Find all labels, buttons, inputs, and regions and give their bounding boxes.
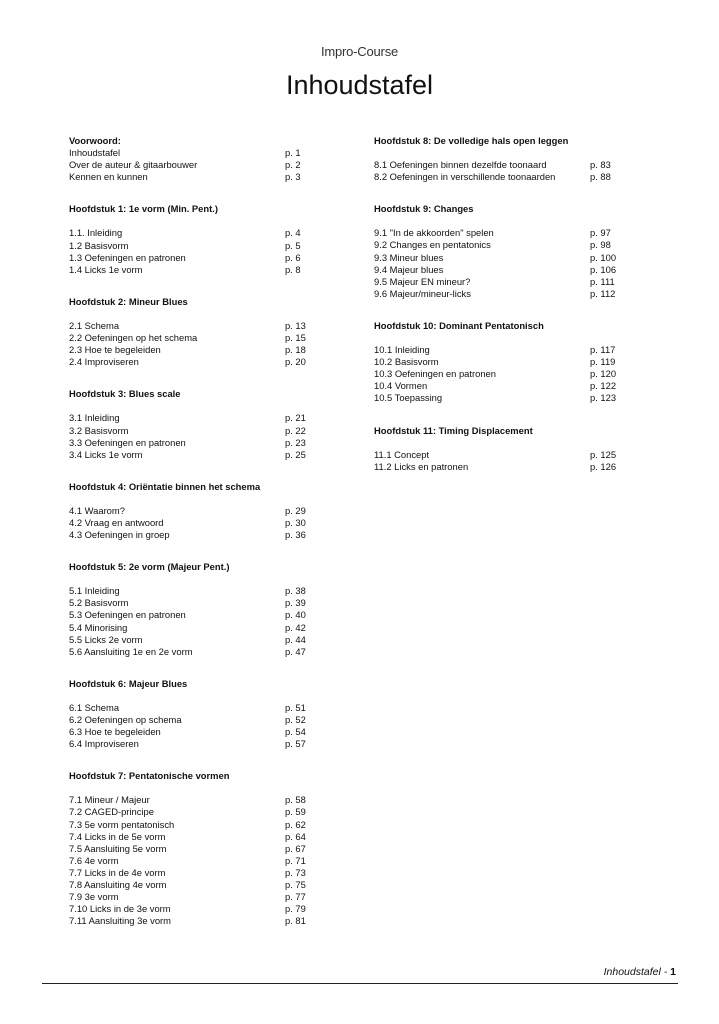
toc-entry bbox=[69, 843, 319, 855]
entry-title: 9.5 Majeur EN mineur? bbox=[374, 275, 471, 287]
entry-title: 7.7 Licks in de 4e vorm bbox=[69, 866, 166, 878]
entry-title: 1.1. Inleiding bbox=[69, 227, 123, 239]
toc-entry bbox=[374, 392, 624, 404]
toc-entry bbox=[69, 867, 319, 879]
entry-page: p. 81 bbox=[285, 915, 306, 927]
toc-entry bbox=[69, 252, 319, 264]
chapter-heading: Hoofdstuk 8: De volledige hals open leggen bbox=[374, 135, 569, 146]
toc-entry bbox=[69, 879, 319, 891]
toc-entry bbox=[69, 702, 319, 714]
entry-page: p. 64 bbox=[285, 830, 306, 842]
entry-title: 6.1 Schema bbox=[69, 701, 120, 713]
entry-page: p. 4 bbox=[285, 227, 301, 239]
entry-title: 9.3 Mineur blues bbox=[374, 251, 444, 263]
chapter-heading: Hoofdstuk 9: Changes bbox=[374, 203, 474, 215]
entry-page: p. 47 bbox=[285, 645, 306, 657]
entry-page: p. 40 bbox=[285, 609, 306, 621]
toc-entry bbox=[69, 819, 319, 831]
chapter-heading: Hoofdstuk 5: 2e vorm (Majeur Pent.) bbox=[69, 561, 230, 573]
toc-entry bbox=[69, 738, 319, 750]
entry-title: 3.3 Oefeningen en patronen bbox=[69, 436, 186, 448]
entry-title: 8.1 Oefeningen binnen dezelfde toonaard bbox=[374, 159, 547, 171]
toc-entry bbox=[374, 159, 624, 171]
entry-title: 10.4 Vormen bbox=[374, 380, 428, 392]
entry-title: 7.3 5e vorm pentatonisch bbox=[69, 818, 175, 830]
entry-page: p. 58 bbox=[285, 794, 306, 806]
toc-entry bbox=[69, 264, 319, 276]
toc-chapter bbox=[69, 481, 319, 541]
toc-entry bbox=[374, 276, 624, 288]
entry-page: p. 29 bbox=[285, 504, 306, 516]
toc-entry bbox=[69, 794, 319, 806]
entry-page: p. 59 bbox=[285, 806, 306, 818]
entry-page: p. 120 bbox=[590, 368, 617, 380]
entry-page: p. 54 bbox=[285, 726, 306, 738]
toc-entry bbox=[69, 227, 319, 239]
entry-title: 7.4 Licks in de 5e vorm bbox=[69, 830, 166, 842]
toc-entry bbox=[69, 356, 319, 368]
entry-page: p. 79 bbox=[285, 903, 306, 915]
entry-title: 7.8 Aansluiting 4e vorm bbox=[69, 879, 167, 891]
entry-page: p. 13 bbox=[285, 319, 306, 331]
entry-page: p. 3 bbox=[285, 171, 301, 183]
toc-entry bbox=[69, 240, 319, 252]
chapter-heading: Hoofdstuk 7: Pentatonische vormen bbox=[69, 770, 230, 782]
chapter-heading: Voorwoord: bbox=[69, 135, 121, 146]
entry-title: 2.2 Oefeningen op het schema bbox=[69, 332, 198, 344]
entry-page: p. 73 bbox=[285, 866, 306, 878]
toc-entry bbox=[69, 437, 319, 449]
toc-chapter bbox=[69, 388, 319, 460]
toc-chapter bbox=[69, 678, 319, 750]
toc-right-column bbox=[374, 135, 624, 493]
toc-entry bbox=[69, 891, 319, 903]
entry-page: p. 52 bbox=[285, 714, 306, 725]
entry-page: p. 8 bbox=[285, 263, 301, 275]
entry-page: p. 51 bbox=[285, 701, 306, 713]
toc-left-column bbox=[69, 135, 319, 947]
entry-title: 8.2 Oefeningen in verschillende toonaarden bbox=[374, 171, 556, 183]
entry-title: 7.1 Mineur / Majeur bbox=[69, 794, 150, 806]
entry-title: 5.2 Basisvorm bbox=[69, 597, 129, 609]
toc-entry bbox=[374, 449, 624, 461]
entry-title: 6.4 Improviseren bbox=[69, 738, 139, 750]
entry-page: p. 38 bbox=[285, 585, 306, 597]
toc-entry bbox=[69, 806, 319, 818]
page-footer bbox=[604, 966, 676, 978]
toc-entry bbox=[69, 622, 319, 634]
toc-entry bbox=[374, 344, 624, 356]
entry-title: 7.9 3e vorm bbox=[69, 891, 119, 903]
entry-title: 5.1 Inleiding bbox=[69, 585, 120, 597]
entry-title: 5.6 Aansluiting 1e en 2e vorm bbox=[69, 645, 193, 657]
entry-page: p. 2 bbox=[285, 159, 301, 171]
entry-page: p. 111 bbox=[590, 275, 615, 287]
entry-title: 7.5 Aansluiting 5e vorm bbox=[69, 842, 167, 854]
entry-title: 3.4 Licks 1e vorm bbox=[69, 448, 143, 460]
toc-chapter bbox=[374, 135, 624, 183]
toc-entry bbox=[69, 449, 319, 461]
entry-page: p. 100 bbox=[590, 251, 617, 263]
entry-page: p. 20 bbox=[285, 356, 306, 368]
toc-entry bbox=[69, 646, 319, 658]
toc-entry bbox=[69, 585, 319, 597]
toc-chapter bbox=[374, 320, 624, 405]
toc-entry bbox=[69, 332, 319, 344]
entry-page: p. 112 bbox=[590, 287, 616, 299]
entry-title: 5.3 Oefeningen en patronen bbox=[69, 609, 186, 621]
toc-entry bbox=[374, 368, 624, 380]
entry-title: 4.1 Waarom? bbox=[69, 504, 125, 516]
entry-title: 6.3 Hoe te begeleiden bbox=[69, 726, 161, 738]
chapter-heading: Hoofdstuk 11: Timing Displacement bbox=[374, 424, 533, 436]
entry-title: 9.1 "In de akkoorden" spelen bbox=[374, 227, 494, 239]
toc-chapter bbox=[374, 203, 624, 300]
toc-entry bbox=[69, 412, 319, 424]
toc-entry bbox=[69, 855, 319, 867]
entry-page: p. 23 bbox=[285, 436, 306, 448]
toc-entry bbox=[374, 252, 624, 264]
entry-title: 9.4 Majeur blues bbox=[374, 263, 444, 275]
entry-title: Kennen en kunnen bbox=[69, 171, 148, 183]
toc-entry bbox=[374, 288, 624, 300]
footer-label: Inhoudstafel bbox=[603, 966, 661, 978]
entry-title: 10.5 Toepassing bbox=[374, 392, 443, 404]
entry-page: p. 18 bbox=[285, 344, 306, 356]
entry-title: Inhoudstafel bbox=[69, 147, 121, 159]
entry-page: p. 22 bbox=[285, 424, 306, 436]
entry-title: 11.1 Concept bbox=[374, 448, 430, 460]
entry-title: 5.4 Minorising bbox=[69, 621, 128, 633]
toc-entry bbox=[69, 425, 319, 437]
entry-page: p. 106 bbox=[590, 263, 617, 275]
toc-entry bbox=[374, 239, 624, 251]
entry-title: 7.6 4e vorm bbox=[69, 854, 119, 866]
entry-page: p. 21 bbox=[285, 412, 306, 424]
entry-page: p. 57 bbox=[285, 738, 306, 750]
chapter-heading: Hoofdstuk 2: Mineur Blues bbox=[69, 295, 188, 307]
toc-entry bbox=[69, 831, 319, 843]
entry-page: p. 15 bbox=[285, 332, 306, 344]
entry-page: p. 97 bbox=[590, 227, 611, 239]
chapter-heading: Hoofdstuk 4: Oriëntatie binnen het schema bbox=[69, 480, 261, 492]
entry-page: p. 67 bbox=[285, 842, 306, 854]
toc-entry bbox=[69, 903, 319, 915]
entry-title: 4.2 Vraag en antwoord bbox=[69, 516, 164, 528]
entry-title: 10.1 Inleiding bbox=[374, 344, 430, 356]
toc-entry bbox=[69, 505, 319, 517]
toc-entry bbox=[69, 529, 319, 541]
entry-title: 2.3 Hoe te begeleiden bbox=[69, 344, 161, 356]
entry-title: 3.2 Basisvorm bbox=[69, 424, 129, 436]
entry-page: p. 119 bbox=[590, 356, 616, 368]
entry-page: p. 42 bbox=[285, 621, 306, 633]
toc-chapter bbox=[69, 203, 319, 275]
toc-entry bbox=[69, 147, 319, 159]
toc-entry bbox=[69, 609, 319, 621]
entry-title: 11.2 Licks en patronen bbox=[374, 460, 469, 472]
toc-entry bbox=[69, 714, 319, 726]
entry-page: p. 5 bbox=[285, 239, 301, 251]
toc-entry bbox=[69, 159, 319, 171]
chapter-heading: Hoofdstuk 1: 1e vorm (Min. Pent.) bbox=[69, 203, 218, 215]
toc-entry bbox=[374, 227, 624, 239]
entry-page: p. 126 bbox=[590, 460, 617, 472]
entry-page: p. 44 bbox=[285, 633, 306, 645]
toc-entry bbox=[374, 461, 624, 473]
footer-rule bbox=[42, 983, 678, 984]
toc-entry bbox=[374, 264, 624, 276]
entry-title: 2.4 Improviseren bbox=[69, 356, 139, 368]
entry-page: p. 25 bbox=[285, 448, 306, 460]
toc-entry bbox=[69, 726, 319, 738]
entry-page: p. 122 bbox=[590, 380, 617, 392]
entry-title: 6.2 Oefeningen op schema bbox=[69, 714, 182, 725]
entry-page: p. 30 bbox=[285, 516, 306, 528]
toc-entry bbox=[69, 634, 319, 646]
toc-chapter bbox=[69, 135, 319, 183]
entry-page: p. 88 bbox=[590, 171, 611, 183]
entry-title: 7.11 Aansluiting 3e vorm bbox=[69, 915, 171, 927]
entry-title: 5.5 Licks 2e vorm bbox=[69, 633, 143, 645]
toc-chapter bbox=[69, 770, 319, 927]
entry-title: Over de auteur & gitaarbouwer bbox=[69, 159, 198, 171]
toc-chapter bbox=[69, 561, 319, 658]
toc-entry bbox=[69, 171, 319, 183]
entry-page: p. 98 bbox=[590, 239, 611, 251]
entry-title: 1.4 Licks 1e vorm bbox=[69, 263, 143, 275]
entry-title: 10.2 Basisvorm bbox=[374, 356, 439, 368]
entry-page: p. 125 bbox=[590, 448, 617, 460]
toc-chapter bbox=[69, 296, 319, 368]
toc-entry bbox=[69, 344, 319, 356]
chapter-heading: Hoofdstuk 3: Blues scale bbox=[69, 388, 181, 400]
footer-separator: - bbox=[660, 966, 671, 978]
chapter-heading: Hoofdstuk 6: Majeur Blues bbox=[69, 677, 188, 689]
entry-page: p. 1 bbox=[285, 147, 301, 159]
entry-page: p. 117 bbox=[590, 344, 616, 356]
entry-title: 9.6 Majeur/mineur-licks bbox=[374, 287, 471, 299]
entry-page: p. 39 bbox=[285, 597, 306, 609]
entry-page: p. 123 bbox=[590, 392, 617, 404]
toc-entry bbox=[69, 320, 319, 332]
entry-title: 2.1 Schema bbox=[69, 319, 120, 331]
toc-entry bbox=[69, 517, 319, 529]
entry-page: p. 75 bbox=[285, 879, 306, 891]
entry-page: p. 62 bbox=[285, 818, 306, 830]
entry-title: 7.2 CAGED-principe bbox=[69, 806, 154, 818]
toc-entry bbox=[69, 915, 319, 927]
entry-title: 1.3 Oefeningen en patronen bbox=[69, 251, 186, 263]
entry-page: p. 77 bbox=[285, 891, 306, 903]
toc-entry bbox=[374, 171, 624, 183]
entry-page: p. 6 bbox=[285, 251, 301, 263]
entry-page: p. 36 bbox=[285, 529, 306, 541]
page-title: Inhoudstafel bbox=[285, 70, 434, 100]
chapter-heading: Hoofdstuk 10: Dominant Pentatonisch bbox=[374, 319, 544, 331]
entry-title: 7.10 Licks in de 3e vorm bbox=[69, 903, 171, 915]
entry-page: p. 83 bbox=[590, 159, 611, 171]
footer-page-number: 1 bbox=[670, 966, 676, 978]
entry-page: p. 71 bbox=[285, 854, 306, 866]
toc-entry bbox=[69, 597, 319, 609]
entry-title: 4.3 Oefeningen in groep bbox=[69, 529, 170, 541]
toc-chapter bbox=[374, 425, 624, 473]
course-supertitle: Impro-Course bbox=[320, 44, 399, 59]
entry-title: 10.3 Oefeningen en patronen bbox=[374, 368, 496, 380]
toc-entry bbox=[374, 380, 624, 392]
entry-title: 9.2 Changes en pentatonics bbox=[374, 239, 491, 251]
toc-entry bbox=[374, 356, 624, 368]
entry-title: 1.2 Basisvorm bbox=[69, 239, 129, 251]
entry-title: 3.1 Inleiding bbox=[69, 412, 120, 424]
